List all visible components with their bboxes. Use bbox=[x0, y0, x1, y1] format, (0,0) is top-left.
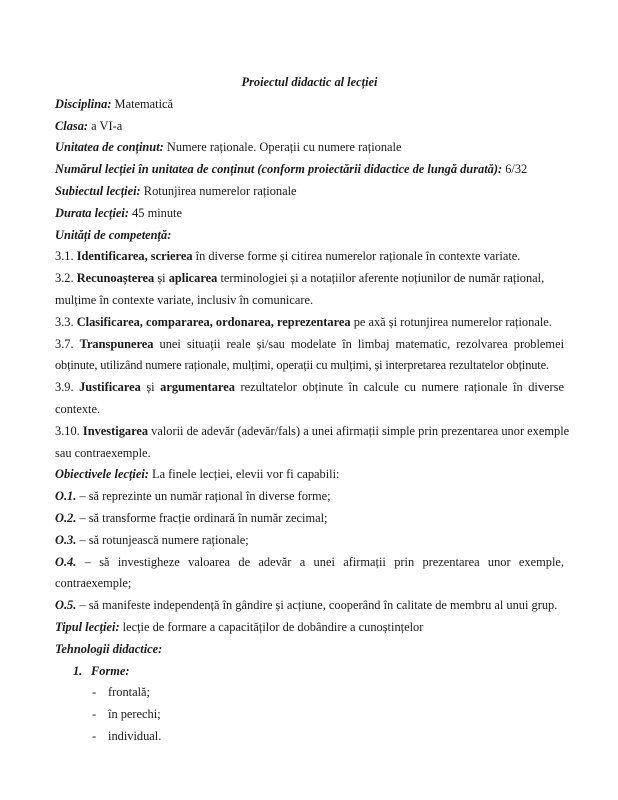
field-unitatea bbox=[55, 137, 564, 159]
tehnologii-heading: Tehnologii didactice: bbox=[55, 641, 163, 656]
obiectiv-text: – să rotunjească numere raționale; bbox=[76, 532, 249, 547]
competenta-3-7 bbox=[55, 334, 564, 378]
obiectiv-text: contraexemple; bbox=[55, 576, 132, 591]
field-label: Tipul lecției: bbox=[55, 619, 120, 634]
field-subiectul bbox=[55, 181, 564, 203]
competenta-3-1 bbox=[55, 246, 564, 268]
competenta-number: 3.3. bbox=[55, 314, 77, 329]
list-item bbox=[55, 682, 564, 704]
field-value: 45 minute bbox=[129, 205, 182, 220]
obiectiv-code: O.4. bbox=[55, 554, 77, 569]
field-numarul bbox=[55, 159, 564, 181]
list-item bbox=[55, 726, 564, 748]
competenta-text: valorii de adevăr (adevăr/fals) a unei afirmații simple prin prezentarea unor exemple bbox=[148, 423, 570, 438]
list-number: 1. bbox=[73, 663, 83, 678]
field-label: Durata lecției: bbox=[55, 205, 129, 220]
obiective-label: Obiectivele lecției: bbox=[55, 467, 149, 482]
field-value: 6/32 bbox=[502, 162, 528, 177]
field-value: Numere raționale. Operații cu numere raționale bbox=[163, 140, 402, 155]
obiectiv-code: O.2. bbox=[55, 510, 77, 525]
obiectiv-text: – să investigheze valoarea de adevăr a unei afirmații prin prezentarea unor exemple, bbox=[76, 554, 564, 569]
competenta-keyword: Clasificarea, compararea, ordonarea, reprezentarea bbox=[76, 314, 351, 329]
obiectiv-o3 bbox=[55, 530, 564, 552]
field-value: lecție de formare a capacităților de dobândire a cunoștințelor bbox=[119, 619, 424, 634]
field-tipul bbox=[55, 617, 564, 639]
competenta-text: contexte. bbox=[55, 401, 101, 416]
field-label: Unitatea de conținut: bbox=[55, 140, 164, 155]
competenta-number: 3.2. bbox=[55, 271, 77, 286]
competenta-keyword: aplicarea bbox=[168, 271, 218, 286]
field-label: Disciplina: bbox=[55, 96, 112, 111]
field-label: Numărul lecției în unitatea de conținut (conform proiectării didactice de lungă durată): bbox=[55, 162, 503, 177]
competenta-keyword: Justificarea bbox=[79, 380, 141, 395]
competenta-keyword: Recunoașterea bbox=[76, 271, 155, 286]
competenta-3-2 bbox=[55, 268, 564, 312]
competenta-text: rezultatelor obținute în calcule cu numere raționale în diverse bbox=[234, 380, 564, 395]
competenta-keyword: argumentarea bbox=[160, 380, 235, 395]
obiectiv-o4 bbox=[55, 552, 564, 596]
competenta-number: 3.7. bbox=[55, 336, 80, 351]
competenta-text: obținute, utilizând numere raționale, mulțimi, operații cu mulțimi, și interpretarea rezultatelor obținute. bbox=[55, 358, 549, 373]
field-label: Clasa: bbox=[55, 118, 89, 133]
field-durata bbox=[55, 203, 564, 225]
obiectiv-o2 bbox=[55, 508, 564, 530]
field-value: a VI-a bbox=[88, 118, 123, 133]
competenta-text: mulțime în contexte variate, inclusiv în comunicare. bbox=[55, 292, 314, 307]
competente-heading: Unități de competență: bbox=[55, 227, 172, 242]
forme-label: Forme: bbox=[91, 663, 130, 678]
competenta-text: unei situații reale și/sau modelate în limbaj matematic, rezolvarea problemei bbox=[153, 336, 565, 351]
obiectiv-o5 bbox=[55, 595, 564, 617]
obiectiv-code: O.1. bbox=[55, 489, 77, 504]
list-item-text: individual. bbox=[108, 728, 162, 743]
competenta-text: în diverse forme și citirea numerelor raționale în contexte variate. bbox=[192, 249, 521, 264]
obiectiv-text: – să reprezinte un număr rațional în diverse forme; bbox=[76, 489, 331, 504]
competenta-3-9 bbox=[55, 377, 564, 421]
list-item-text: în perechi; bbox=[108, 707, 161, 722]
competenta-text: și bbox=[140, 380, 161, 395]
forme-heading bbox=[55, 661, 564, 683]
competenta-text: sau contraexemple. bbox=[55, 445, 151, 460]
competenta-text: terminologiei și a notațiilor aferente noțiunilor de număr rațional, bbox=[217, 271, 545, 286]
obiectiv-text: – să manifeste independență în gândire și acțiune, cooperând în calitate de membru al unui grup. bbox=[76, 598, 558, 613]
competenta-3-3 bbox=[55, 312, 564, 334]
competenta-text: pe axă și rotunjirea numerelor raționale. bbox=[350, 314, 552, 329]
dash-bullet: - bbox=[92, 707, 97, 722]
obiective-intro: La finele lecției, elevii vor fi capabili: bbox=[148, 467, 340, 482]
field-clasa bbox=[55, 116, 564, 138]
competenta-keyword: Identificarea, scrierea bbox=[76, 249, 193, 264]
document-title: Proiectul didactic al lecției bbox=[241, 75, 378, 89]
obiectiv-text: – să transforme fracție ordinară în număr zecimal; bbox=[76, 510, 328, 525]
competenta-number: 3.9. bbox=[55, 380, 80, 395]
competenta-keyword: Transpunerea bbox=[79, 336, 154, 351]
lesson-plan-document bbox=[55, 72, 570, 748]
competenta-number: 3.10. bbox=[55, 423, 83, 438]
competenta-text: și bbox=[154, 271, 169, 286]
field-label: Subiectul lecției: bbox=[55, 183, 141, 198]
dash-bullet: - bbox=[92, 685, 97, 700]
obiective-heading bbox=[55, 464, 564, 486]
dash-bullet: - bbox=[92, 728, 97, 743]
field-value: Rotunjirea numerelor raționale bbox=[140, 183, 297, 198]
obiectiv-code: O.3. bbox=[55, 532, 77, 547]
list-item-text: frontală; bbox=[108, 685, 150, 700]
competenta-3-10 bbox=[55, 421, 570, 465]
obiectiv-o1 bbox=[55, 486, 564, 508]
list-item bbox=[55, 704, 564, 726]
field-disciplina bbox=[55, 94, 564, 116]
competenta-number: 3.1. bbox=[55, 249, 77, 264]
field-value: Matematică bbox=[111, 96, 174, 111]
competenta-keyword: Investigarea bbox=[82, 423, 149, 438]
obiectiv-code: O.5. bbox=[55, 598, 77, 613]
